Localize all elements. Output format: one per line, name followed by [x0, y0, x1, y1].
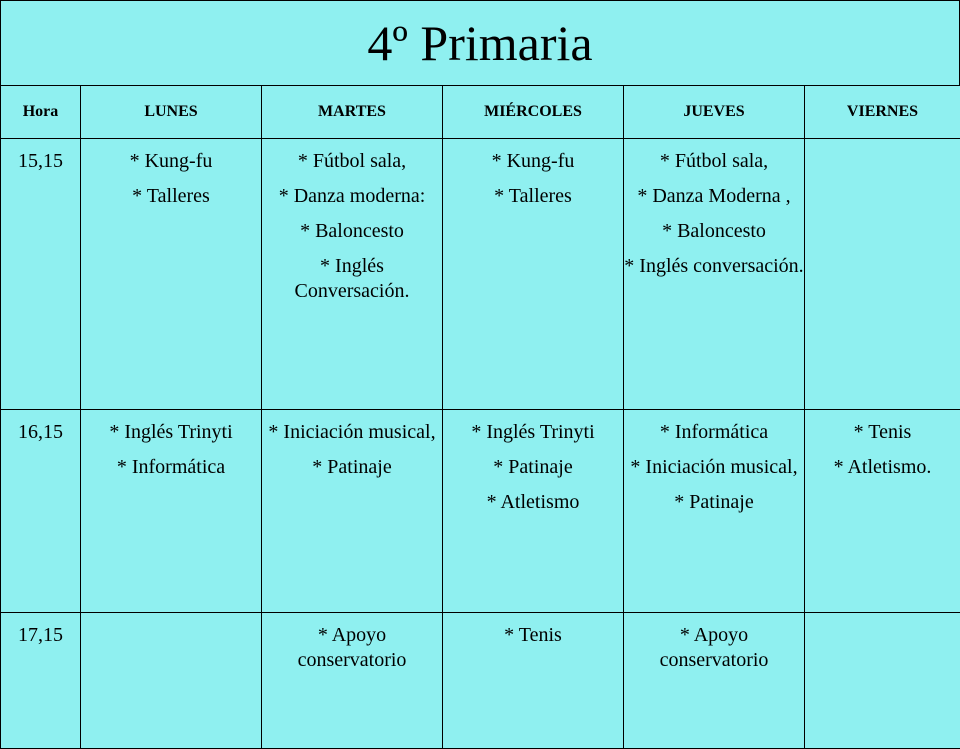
activity-item: * Inglés conversación.: [624, 254, 804, 279]
activity-item: * Apoyo conservatorio: [624, 623, 804, 673]
activity-item: * Baloncesto: [262, 219, 442, 244]
activity-item: * Inglés Trinyti: [81, 420, 261, 445]
activity-cell-martes: [262, 410, 443, 613]
activity-item: * Iniciación musical,: [262, 420, 442, 445]
time-cell: 17,15: [1, 613, 81, 749]
activity-cell-lunes: [81, 410, 262, 613]
table-row: [1, 139, 960, 410]
activity-item: * Inglés Conversación.: [262, 254, 442, 304]
activity-item: * Iniciación musical,: [624, 455, 804, 480]
activity-item: * Fútbol sala,: [262, 149, 442, 174]
activity-item: * Informática: [624, 420, 804, 445]
activity-item: * Patinaje: [624, 490, 804, 515]
activity-item: * Tenis: [443, 623, 623, 648]
activity-item: * Atletismo.: [805, 455, 960, 480]
activity-cell-lunes: [81, 139, 262, 410]
activity-item: * Atletismo: [443, 490, 623, 515]
activity-item: * Patinaje: [443, 455, 623, 480]
activity-cell-jueves: [624, 410, 805, 613]
activity-cell-lunes: [81, 613, 262, 749]
table-row: [1, 410, 960, 613]
activity-item: * Kung-fu: [443, 149, 623, 174]
activity-item: * Tenis: [805, 420, 960, 445]
activity-item: * Danza Moderna ,: [624, 184, 804, 209]
activity-item: * Inglés Trinyti: [443, 420, 623, 445]
table-row: [1, 613, 960, 749]
header-jueves: JUEVES: [624, 86, 805, 139]
activity-cell-martes: [262, 139, 443, 410]
activity-item: * Baloncesto: [624, 219, 804, 244]
activity-item: * Talleres: [81, 184, 261, 209]
header-hora: Hora: [1, 86, 81, 139]
activity-item: * Kung-fu: [81, 149, 261, 174]
header-viernes: VIERNES: [805, 86, 960, 139]
activity-item: * Fútbol sala,: [624, 149, 804, 174]
activity-item: * Apoyo conservatorio: [262, 623, 442, 673]
header-lunes: LUNES: [81, 86, 262, 139]
activity-cell-miercoles: [443, 139, 624, 410]
activity-item: * Danza moderna:: [262, 184, 442, 209]
schedule-table: [0, 85, 960, 749]
activity-cell-jueves: [624, 139, 805, 410]
activity-item: * Informática: [81, 455, 261, 480]
page-title: 4º Primaria: [0, 0, 960, 86]
header-row: [1, 86, 960, 139]
time-cell: 15,15: [1, 139, 81, 410]
activity-cell-miercoles: [443, 410, 624, 613]
activity-cell-viernes: [805, 139, 960, 410]
activity-cell-viernes: [805, 410, 960, 613]
activity-cell-jueves: [624, 613, 805, 749]
header-miercoles: MIÉRCOLES: [443, 86, 624, 139]
activity-item: * Patinaje: [262, 455, 442, 480]
header-martes: MARTES: [262, 86, 443, 139]
time-cell: 16,15: [1, 410, 81, 613]
activity-cell-martes: [262, 613, 443, 749]
activity-cell-miercoles: [443, 613, 624, 749]
activity-cell-viernes: [805, 613, 960, 749]
activity-item: * Talleres: [443, 184, 623, 209]
